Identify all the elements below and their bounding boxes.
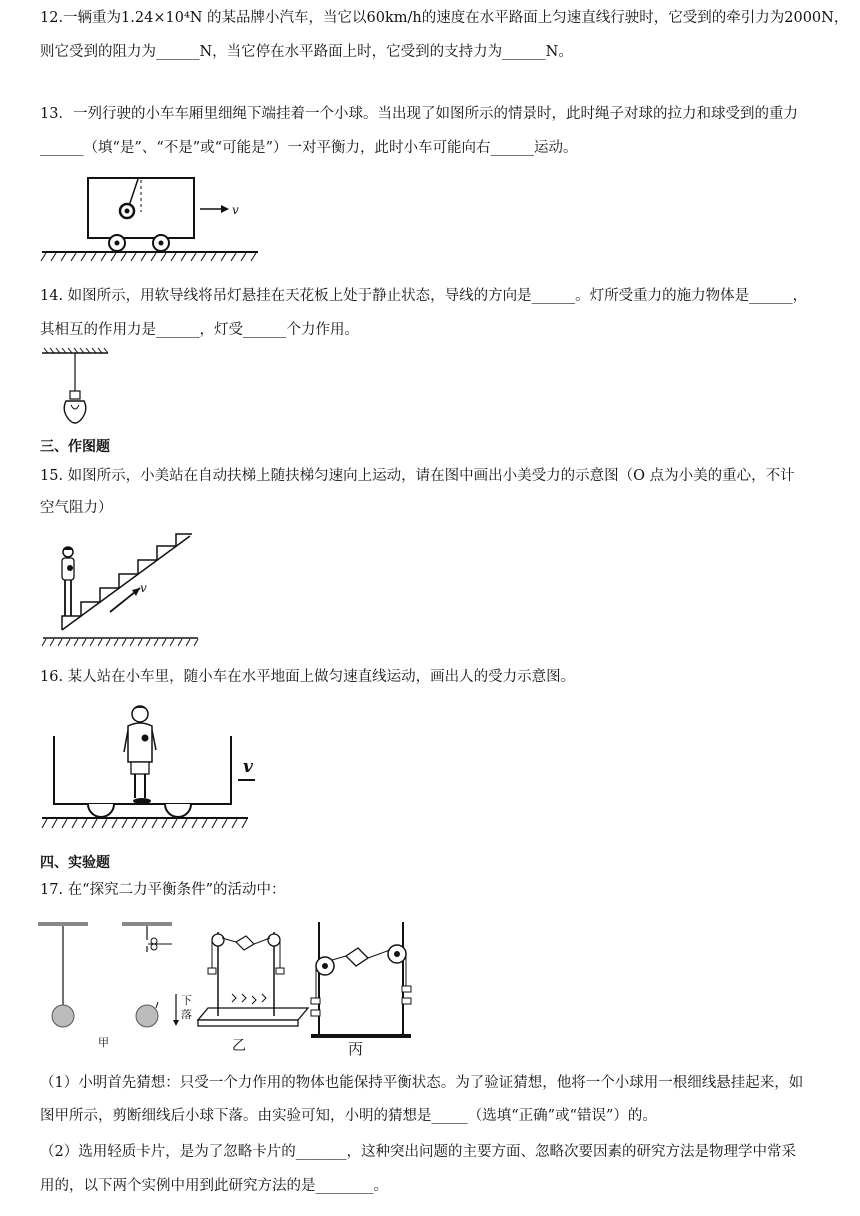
q12-line1: 12.一辆重为1.24×10⁴N 的某品牌小汽车，当它以60km/h的速度在水平路面上匀速直线行驶时，它受到的牵引力为2000N， bbox=[40, 10, 849, 26]
q13-line2: ______（填“是”、“不是”或“可能是”）一对平衡力，此时小车可能向右______运动。 bbox=[40, 140, 578, 156]
fig-label-bing: 丙 bbox=[348, 1040, 364, 1058]
q16-person-cart-figure bbox=[40, 700, 255, 836]
q17-part1-line2: 图甲所示，剪断细线后小球下落。由实验可知，小明的猜想是_____（选填“正确”或“错误”）的。 bbox=[40, 1108, 657, 1124]
q14-line1: 14. 如图所示，用软导线将吊灯悬挂在天花板上处于静止状态，导线的方向是______。灯所受重力的施力物体是______， bbox=[40, 288, 808, 304]
q13-cart-figure bbox=[40, 172, 260, 264]
fig-label-fall-1: 下 bbox=[181, 994, 192, 1007]
velocity-label-v: v bbox=[243, 757, 253, 777]
q12-line2: 则它受到的阻力为______N，当它停在水平路面上时，它受到的支持力为______N。 bbox=[40, 44, 573, 60]
q17-line1: 17. 在“探究二力平衡条件”的活动中： bbox=[40, 882, 286, 898]
fig-label-jia: 甲 bbox=[98, 1036, 109, 1049]
q14-lamp-figure bbox=[40, 347, 112, 429]
q17-part2-line2: 用的，以下两个实例中用到此研究方法的是________。 bbox=[40, 1178, 388, 1194]
velocity-label-v: v bbox=[232, 203, 239, 217]
fig-label-fall-2: 落 bbox=[181, 1008, 192, 1021]
q17-part1-line1: （1）小明首先猜想：只受一个力作用的物体也能保持平衡状态。为了验证猜想，他将一个小球用一根细线悬挂起来，如 bbox=[40, 1075, 804, 1091]
q15-line1: 15. 如图所示，小美站在自动扶梯上随扶梯匀速向上运动，请在图中画出小美受力的示意图（O 点为小美的重心，不计 bbox=[40, 468, 795, 484]
q17-experiment-figure bbox=[36, 912, 436, 1062]
q15-escalator-figure bbox=[40, 530, 200, 652]
section-3-heading: 三、作图题 bbox=[40, 439, 110, 455]
q17-part2-line1: （2）选用轻质卡片，是为了忽略卡片的_______，这种突出问题的主要方面、忽略次要因素的研究方法是物理学中常采 bbox=[40, 1144, 796, 1160]
section-4-heading: 四、实验题 bbox=[40, 855, 110, 871]
q13-line1: 13．一列行驶的小车车厢里细绳下端挂着一个小球。当出现了如图所示的情景时，此时绳子对球的拉力和球受到的重力 bbox=[40, 106, 798, 122]
q14-line2: 其相互的作用力是______，灯受______个力作用。 bbox=[40, 322, 359, 338]
q16-line1: 16. 某人站在小车里，随小车在水平地面上做匀速直线运动，画出人的受力示意图。 bbox=[40, 669, 576, 685]
fig-label-yi: 乙 bbox=[232, 1038, 246, 1054]
q15-line2: 空气阻力） bbox=[40, 500, 113, 516]
velocity-label-v: v bbox=[140, 581, 147, 595]
